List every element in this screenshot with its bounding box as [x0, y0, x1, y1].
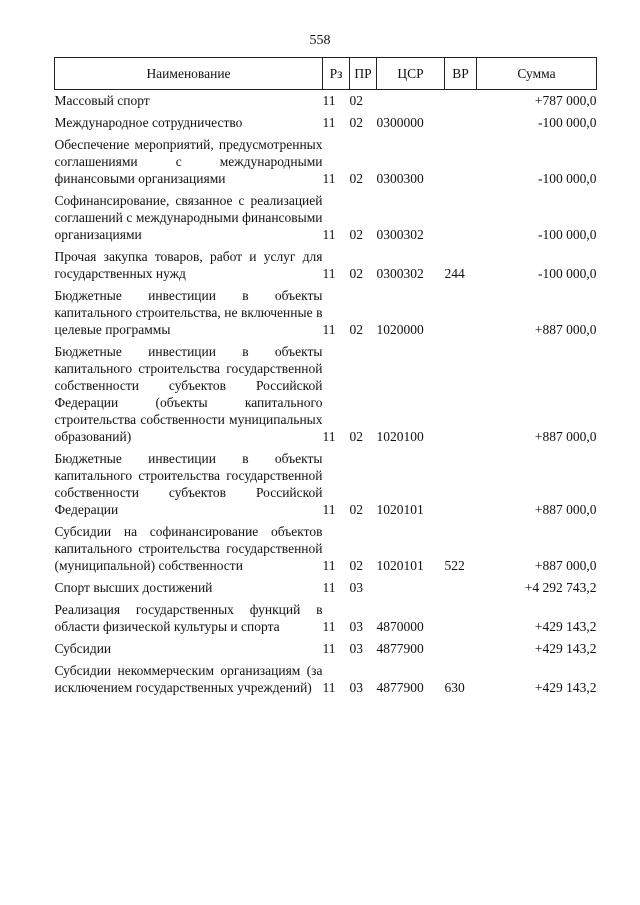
row-name: Бюджетные инвестиции в объекты капитального строительства государственной собственности субъектов Российской Федерации (объекты капитального строительства собственности муниципальных образований) [54, 344, 323, 444]
row-vr [445, 640, 477, 662]
row-rz: 11 [322, 429, 336, 444]
row-csr: 0300302 [376, 227, 424, 242]
row-vr [445, 90, 477, 115]
row-sum: +787 000,0 [534, 93, 597, 108]
row-csr: 0300302 [376, 266, 424, 281]
row-vr [445, 343, 477, 450]
row-vr [445, 136, 477, 192]
table-row [55, 114, 597, 136]
row-sum: +429 143,2 [534, 641, 597, 656]
row-vr [445, 114, 477, 136]
table-row [55, 136, 597, 192]
row-name: Реализация государственных функций в области физической культуры и спорта [54, 602, 323, 634]
row-name: Субсидии [54, 641, 112, 656]
row-rz: 11 [322, 580, 336, 595]
table-row [55, 640, 597, 662]
row-pr: 02 [349, 558, 363, 573]
table-row [55, 579, 597, 601]
row-sum: +4 292 743,2 [524, 580, 597, 595]
row-pr: 02 [349, 429, 363, 444]
row-pr: 02 [349, 171, 363, 186]
row-vr [445, 192, 477, 248]
row-sum: -100 000,0 [538, 115, 597, 130]
row-rz: 11 [322, 93, 336, 108]
row-rz: 11 [322, 619, 336, 634]
budget-table [54, 57, 597, 701]
row-vr: 630 [444, 680, 465, 695]
table-row [55, 662, 597, 701]
row-csr: 4877900 [376, 641, 424, 656]
row-name: Прочая закупка товаров, работ и услуг для государственных нужд [54, 249, 323, 281]
row-csr [377, 579, 445, 601]
row-csr: 0300300 [376, 171, 424, 186]
row-vr: 244 [444, 266, 465, 281]
row-sum: +887 000,0 [534, 502, 597, 517]
row-pr: 02 [349, 502, 363, 517]
row-rz: 11 [322, 558, 336, 573]
table-row [55, 192, 597, 248]
row-rz: 11 [322, 266, 336, 281]
header-rz: Рз [323, 58, 350, 90]
header-sum: Сумма [477, 58, 597, 90]
row-sum: +887 000,0 [534, 558, 597, 573]
row-pr: 02 [349, 115, 363, 130]
row-name: Спорт высших достижений [54, 580, 213, 595]
table-row [55, 90, 597, 115]
row-sum: +887 000,0 [534, 322, 597, 337]
row-name: Бюджетные инвестиции в объекты капитального строительства государственной собственности субъектов Российской Федерации [54, 451, 323, 517]
table-row [55, 523, 597, 579]
row-csr: 1020101 [376, 558, 424, 573]
row-pr: 02 [349, 227, 363, 242]
row-name: Субсидии на софинансирование объектов капитального строительства государственной (муниципальной) собственности [54, 524, 323, 573]
row-sum: +887 000,0 [534, 429, 597, 444]
row-name: Софинансирование, связанное с реализацией соглашений с международными финансовыми организациями [54, 193, 323, 242]
row-name: Международное сотрудничество [54, 115, 243, 130]
header-name: Наименование [55, 58, 323, 90]
row-pr: 03 [349, 641, 363, 656]
table-row [55, 450, 597, 523]
row-sum: -100 000,0 [538, 227, 597, 242]
row-name: Массовый спорт [54, 93, 150, 108]
row-vr [445, 601, 477, 640]
row-vr: 522 [444, 558, 465, 573]
row-pr: 03 [349, 580, 363, 595]
row-sum: -100 000,0 [538, 266, 597, 281]
page-number: 558 [309, 33, 331, 48]
table-row [55, 248, 597, 287]
row-rz: 11 [322, 680, 336, 695]
row-rz: 11 [322, 227, 336, 242]
row-name: Субсидии некоммерческим организациям (за исключением государственных учреждений) [54, 663, 323, 695]
row-csr: 1020000 [376, 322, 424, 337]
header-csr: ЦСР [377, 58, 445, 90]
row-rz: 11 [322, 641, 336, 656]
row-pr: 03 [349, 619, 363, 634]
row-vr [445, 579, 477, 601]
table-header-row [55, 58, 597, 90]
row-rz: 11 [322, 502, 336, 517]
row-rz: 11 [322, 171, 336, 186]
row-pr: 02 [349, 93, 363, 108]
row-name: Бюджетные инвестиции в объекты капитального строительства, не включенные в целевые программы [54, 288, 323, 337]
row-pr: 02 [349, 322, 363, 337]
table-row [55, 601, 597, 640]
row-csr [377, 90, 445, 115]
row-pr: 02 [349, 266, 363, 281]
row-rz: 11 [322, 115, 336, 130]
row-csr: 1020101 [376, 502, 424, 517]
row-csr: 4870000 [376, 619, 424, 634]
table-row [55, 343, 597, 450]
row-name: Обеспечение мероприятий, предусмотренных соглашениями с международными финансовыми организациями [54, 137, 323, 186]
row-csr: 4877900 [376, 680, 424, 695]
header-vr: ВР [445, 58, 477, 90]
header-pr: ПР [350, 58, 377, 90]
row-sum: +429 143,2 [534, 680, 597, 695]
row-csr: 1020100 [376, 429, 424, 444]
row-sum: +429 143,2 [534, 619, 597, 634]
row-pr: 03 [349, 680, 363, 695]
table-row [55, 287, 597, 343]
row-rz: 11 [322, 322, 336, 337]
row-sum: -100 000,0 [538, 171, 597, 186]
row-vr [445, 287, 477, 343]
row-vr [445, 450, 477, 523]
row-csr: 0300000 [376, 115, 424, 130]
